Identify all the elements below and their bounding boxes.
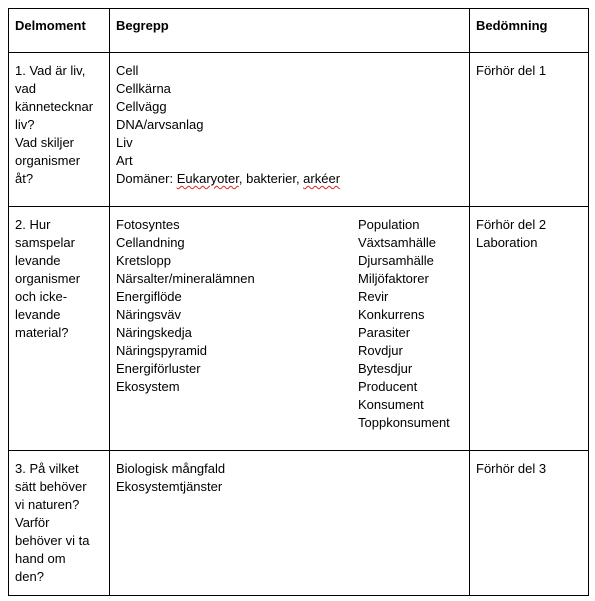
concept-item: Näringskedja xyxy=(116,325,192,340)
concept-item: Parasiter xyxy=(358,325,411,340)
question-line: Vad skiljer xyxy=(15,135,75,150)
question-line: hand om xyxy=(15,551,66,566)
concept-item: Näringsväv xyxy=(116,307,182,322)
concept-item-domains xyxy=(116,170,463,188)
concept-item: Ekosystem xyxy=(116,379,180,394)
domains-word-arkeer: arkéer xyxy=(303,171,341,186)
question-line: liv? xyxy=(15,117,35,132)
begrepp-cell xyxy=(110,451,470,596)
delmoment-cell xyxy=(9,451,110,596)
domains-middle: , bakterier, xyxy=(238,171,304,186)
concept-item: Revir xyxy=(358,289,389,304)
concept-item: Cellandning xyxy=(116,235,185,250)
question-line: levande xyxy=(15,307,61,322)
assessment-item: Förhör del 3 xyxy=(476,461,547,476)
header-begrepp: Begrepp xyxy=(110,9,470,53)
concept-item: Toppkonsument xyxy=(358,415,450,430)
concept-list-left xyxy=(116,216,358,432)
concept-item: Cell xyxy=(116,63,139,78)
concept-item: Producent xyxy=(358,379,418,394)
concept-item: Population xyxy=(358,217,420,232)
bedomning-cell xyxy=(470,451,589,596)
concept-item: Miljöfaktorer xyxy=(358,271,429,286)
concept-item: Konkurrens xyxy=(358,307,425,322)
question-line: sätt behöver xyxy=(15,479,87,494)
header-row xyxy=(9,9,589,53)
question-line: 3. På vilket xyxy=(15,461,79,476)
concept-item: Näringspyramid xyxy=(116,343,208,358)
question-line: organismer xyxy=(15,153,81,168)
concept-item: Bytesdjur xyxy=(358,361,413,376)
question-line: kännetecknar xyxy=(15,99,94,114)
header-bedomning: Bedömning xyxy=(470,9,589,53)
question-line: vad xyxy=(15,81,36,96)
concept-item: Växtsamhälle xyxy=(358,235,437,250)
concept-list-right xyxy=(358,216,463,432)
concept-item: Djursamhälle xyxy=(358,253,434,268)
question-line: åt? xyxy=(15,171,34,186)
question-line: Varför xyxy=(15,515,50,530)
concept-item: Kretslopp xyxy=(116,253,171,268)
question-line: den? xyxy=(15,569,44,584)
question-line: levande xyxy=(15,253,61,268)
concept-item: Art xyxy=(116,153,133,168)
concept-item: Biologisk mångfald xyxy=(116,461,226,476)
concept-item: Ekosystemtjänster xyxy=(116,479,223,494)
question-line: 1. Vad är liv, xyxy=(15,63,86,78)
table-row xyxy=(9,207,589,451)
begrepp-cell xyxy=(110,207,470,451)
concept-item: Energiförluster xyxy=(116,361,201,376)
concept-item: Närsalter/mineralämnen xyxy=(116,271,255,286)
concept-item: Liv xyxy=(116,135,133,150)
question-line: vi naturen? xyxy=(15,497,80,512)
course-table-container xyxy=(8,8,588,596)
header-delmoment: Delmoment xyxy=(9,9,110,53)
concept-columns xyxy=(116,216,463,432)
delmoment-cell xyxy=(9,207,110,451)
question-line: och icke- xyxy=(15,289,68,304)
question-line: behöver vi ta xyxy=(15,533,90,548)
question-line: 2. Hur xyxy=(15,217,51,232)
table-row xyxy=(9,451,589,596)
delmoment-cell xyxy=(9,53,110,207)
concept-item: Cellkärna xyxy=(116,81,171,96)
course-plan-table xyxy=(8,8,589,596)
assessment-item: Laboration xyxy=(476,235,538,250)
assessment-item: Förhör del 2 xyxy=(476,217,547,232)
domains-prefix: Domäner: xyxy=(116,171,177,186)
table-row xyxy=(9,53,589,207)
concept-item: DNA/arvsanlag xyxy=(116,117,204,132)
concept-item: Rovdjur xyxy=(358,343,403,358)
concept-item: Cellvägg xyxy=(116,99,167,114)
question-line: organismer xyxy=(15,271,81,286)
question-line: material? xyxy=(15,325,69,340)
concept-item: Fotosyntes xyxy=(116,217,180,232)
bedomning-cell xyxy=(470,53,589,207)
begrepp-cell xyxy=(110,53,470,207)
bedomning-cell xyxy=(470,207,589,451)
concept-item: Konsument xyxy=(358,397,424,412)
concept-item: Energiflöde xyxy=(116,289,182,304)
question-line: samspelar xyxy=(15,235,75,250)
domains-word-eukaryoter: Eukaryoter xyxy=(176,171,239,186)
assessment-item: Förhör del 1 xyxy=(476,63,547,78)
